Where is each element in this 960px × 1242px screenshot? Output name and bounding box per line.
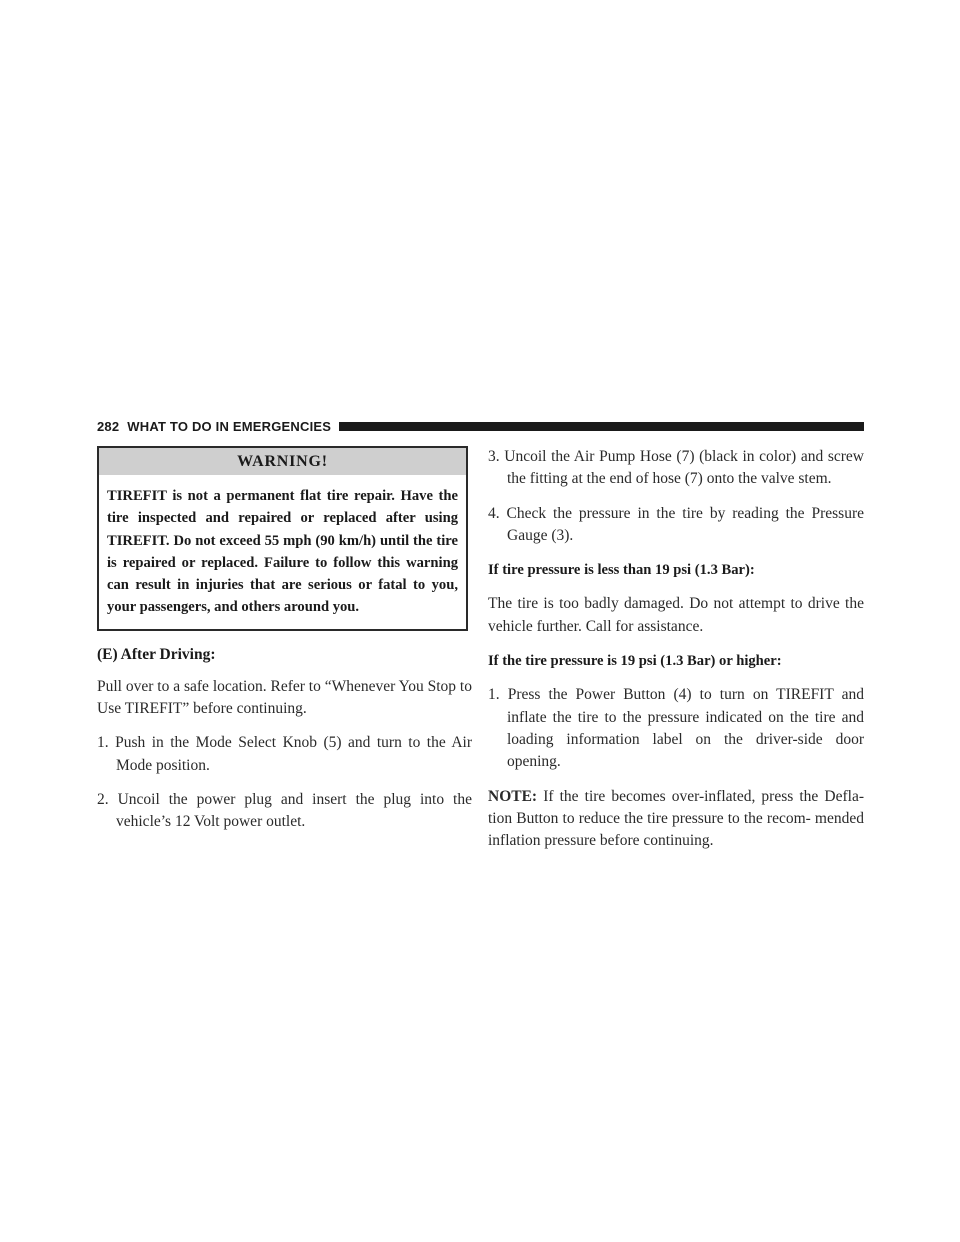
right-column xyxy=(488,446,864,852)
section-title: WHAT TO DO IN EMERGENCIES xyxy=(127,418,332,434)
after-driving-heading: (E) After Driving: xyxy=(97,645,216,663)
running-header xyxy=(97,418,864,434)
step-2: 2. Uncoil the power plug and insert the plug into the vehicle’s 12 Volt power outlet. xyxy=(97,790,472,831)
step-3: 3. Uncoil the Air Pump Hose (7) (black in color) and screw the fitting at the end of hose (7) onto the valve stem. xyxy=(488,448,864,488)
step-4: 4. Check the pressure in the tire by reading the Pressure Gauge (3). xyxy=(488,504,864,544)
condition-low-text: The tire is too badly damaged. Do not attempt to drive the vehicle further. Call for assistance. xyxy=(488,595,864,635)
note-label: NOTE: xyxy=(488,787,538,805)
page-number: 282 xyxy=(97,418,120,434)
note xyxy=(488,786,864,853)
after-driving-intro: Pull over to a safe location. Refer to “Whenever You Stop to Use TIREFIT” before continuing. xyxy=(97,677,472,718)
condition-low-heading: If tire pressure is less than 19 psi (1.3 Bar): xyxy=(488,562,755,579)
left-column xyxy=(97,446,472,834)
warning-title: WARNING! xyxy=(99,448,466,475)
warning-body: TIREFIT is not a permanent flat tire repair. Have the tire inspected and repaired or replaced after using TIREFIT. Do not exceed 55 mph (90 km/h) until the tire is repaired or replaced. Failure to follow this warning can result in injuries that are serious or fatal to you, your passengers, and others around you. xyxy=(107,488,458,616)
warning-box xyxy=(97,446,468,631)
condition-high-heading: If the tire pressure is 19 psi (1.3 Bar) or higher: xyxy=(488,653,782,670)
note-text: If the tire becomes over-inflated, press the Defla- tion Button to reduce the tire pressure to the recom- mended inflation pressure before continuing. xyxy=(488,787,864,850)
step-1: 1. Push in the Mode Select Knob (5) and turn to the Air Mode position. xyxy=(97,734,472,774)
condition-high-step: 1. Press the Power Button (4) to turn on TIREFIT and inflate the tire to the pressure indicated on the tire and loading information label on the driver-side door opening. xyxy=(488,686,864,771)
header-rule xyxy=(339,422,864,431)
